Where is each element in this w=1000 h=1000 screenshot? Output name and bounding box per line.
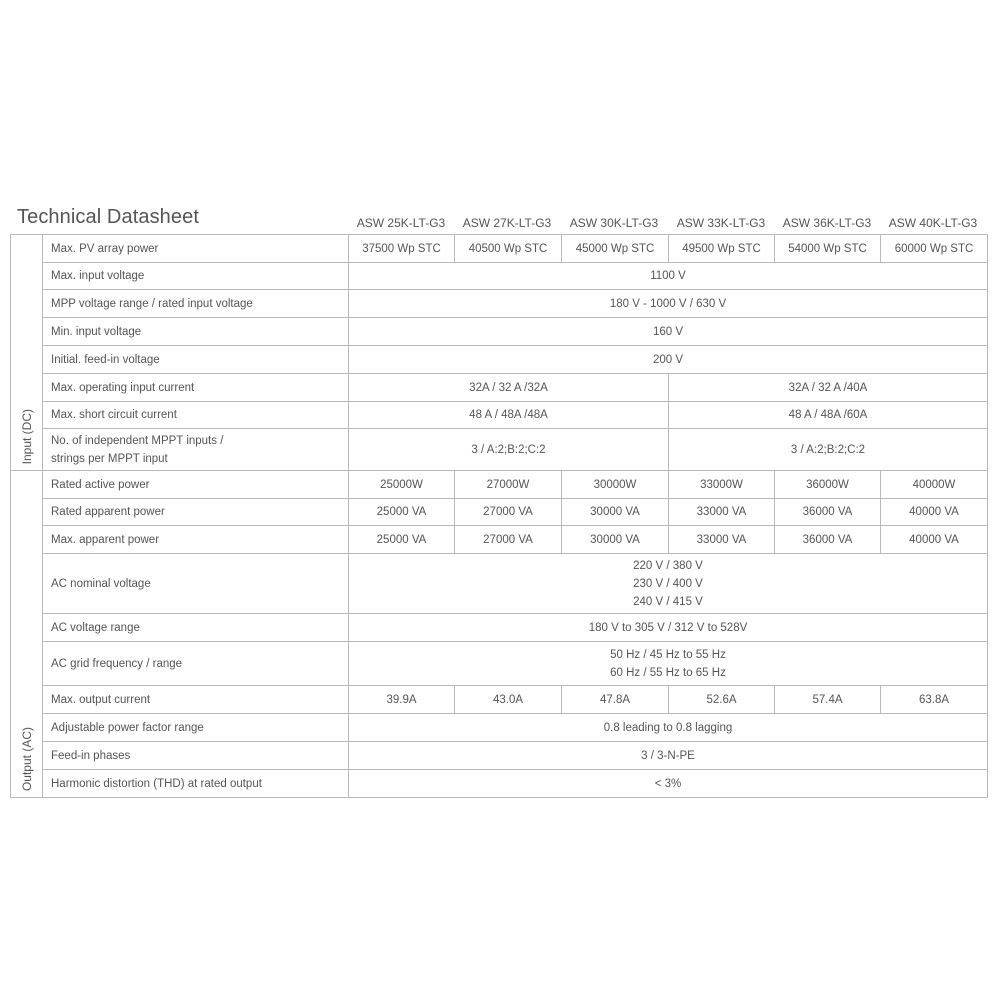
model-header: ASW 36K-LT-G3	[782, 216, 872, 230]
table-cell: 63.8A	[881, 686, 988, 714]
cell-line: 230 V / 400 V	[633, 577, 703, 590]
table-row	[11, 429, 988, 471]
table-row	[11, 742, 988, 770]
table-cell: 25000 VA	[349, 499, 455, 526]
table-cell: 200 V	[349, 346, 988, 374]
row-label: Max. output current	[43, 686, 349, 714]
row-label-line: No. of independent MPPT inputs /	[51, 434, 224, 447]
row-label: MPP voltage range / rated input voltage	[43, 290, 349, 318]
table-row	[11, 318, 988, 346]
section-label-input	[11, 235, 43, 471]
table-cell: 30000 VA	[562, 526, 669, 554]
row-label: Rated apparent power	[43, 499, 349, 526]
table-row	[11, 402, 988, 429]
table-cell: 54000 Wp STC	[775, 235, 881, 263]
table-cell: 39.9A	[349, 686, 455, 714]
model-header: ASW 40K-LT-G3	[888, 216, 978, 230]
table-cell: 52.6A	[669, 686, 775, 714]
table-cell: 3 / 3-N-PE	[349, 742, 988, 770]
table-cell: 37500 Wp STC	[349, 235, 455, 263]
model-header: ASW 27K-LT-G3	[462, 216, 552, 230]
datasheet-table	[10, 234, 988, 798]
section-label-output	[11, 471, 43, 798]
table-row	[11, 686, 988, 714]
row-label: Adjustable power factor range	[43, 714, 349, 742]
row-label: AC nominal voltage	[43, 554, 349, 614]
table-cell: 48 A / 48A /48A	[349, 402, 669, 429]
table-cell: 27000 VA	[455, 526, 562, 554]
table-cell: 49500 Wp STC	[669, 235, 775, 263]
table-cell: 1100 V	[349, 263, 988, 290]
cell-line: 240 V / 415 V	[633, 595, 703, 608]
table-cell: 180 V to 305 V / 312 V to 528V	[349, 614, 988, 642]
table-cell: 30000 VA	[562, 499, 669, 526]
row-label	[43, 429, 349, 471]
table-row	[11, 290, 988, 318]
table-cell: < 3%	[349, 770, 988, 798]
table-cell: 180 V - 1000 V / 630 V	[349, 290, 988, 318]
row-label: Max. input voltage	[43, 263, 349, 290]
table-row	[11, 614, 988, 642]
table-cell: 45000 Wp STC	[562, 235, 669, 263]
cell-line: 50 Hz / 45 Hz to 55 Hz	[610, 648, 726, 661]
table-cell: 160 V	[349, 318, 988, 346]
table-cell: 33000W	[669, 471, 775, 499]
row-label: Max. PV array power	[43, 235, 349, 263]
table-row	[11, 642, 988, 686]
model-header: ASW 33K-LT-G3	[676, 216, 766, 230]
table-cell: 30000W	[562, 471, 669, 499]
table-cell: 40000 VA	[881, 526, 988, 554]
table-cell: 57.4A	[775, 686, 881, 714]
table-cell: 36000W	[775, 471, 881, 499]
table-cell: 36000 VA	[775, 499, 881, 526]
table-cell: 36000 VA	[775, 526, 881, 554]
table-cell: 60000 Wp STC	[881, 235, 988, 263]
row-label: Harmonic distortion (THD) at rated output	[43, 770, 349, 798]
row-label: AC grid frequency / range	[43, 642, 349, 686]
table-cell	[349, 642, 988, 686]
row-label: Rated active power	[43, 471, 349, 499]
row-label: Initial. feed-in voltage	[43, 346, 349, 374]
cell-line: 220 V / 380 V	[633, 559, 703, 572]
table-cell	[349, 554, 988, 614]
table-cell: 40000 VA	[881, 499, 988, 526]
table-row	[11, 235, 988, 263]
table-row	[11, 374, 988, 402]
table-row	[11, 526, 988, 554]
table-cell: 33000 VA	[669, 526, 775, 554]
table-cell: 40500 Wp STC	[455, 235, 562, 263]
page-title: Technical Datasheet	[17, 206, 200, 228]
row-label: AC voltage range	[43, 614, 349, 642]
table-cell: 32A / 32 A /40A	[669, 374, 988, 402]
table-row	[11, 770, 988, 798]
table-cell: 0.8 leading to 0.8 lagging	[349, 714, 988, 742]
table-cell: 3 / A:2;B:2;C:2	[349, 429, 669, 471]
table-row	[11, 263, 988, 290]
table-cell: 3 / A:2;B:2;C:2	[669, 429, 988, 471]
row-label-line: strings per MPPT input	[51, 452, 168, 465]
table-cell: 27000 VA	[455, 499, 562, 526]
table-cell: 25000 VA	[349, 526, 455, 554]
table-row	[11, 471, 988, 499]
table-cell: 47.8A	[562, 686, 669, 714]
row-label: Max. apparent power	[43, 526, 349, 554]
table-cell: 27000W	[455, 471, 562, 499]
table-cell: 43.0A	[455, 686, 562, 714]
section-output-text: Output (AC)	[19, 726, 34, 791]
row-label: Max. short circuit current	[43, 402, 349, 429]
table-cell: 48 A / 48A /60A	[669, 402, 988, 429]
table-row	[11, 714, 988, 742]
cell-line: 60 Hz / 55 Hz to 65 Hz	[610, 666, 726, 679]
row-label: Min. input voltage	[43, 318, 349, 346]
section-input-text: Input (DC)	[19, 408, 34, 464]
table-cell: 40000W	[881, 471, 988, 499]
table-row	[11, 554, 988, 614]
table-cell: 33000 VA	[669, 499, 775, 526]
table-cell: 32A / 32 A /32A	[349, 374, 669, 402]
model-header: ASW 25K-LT-G3	[356, 216, 446, 230]
table-row	[11, 499, 988, 526]
row-label: Feed-in phases	[43, 742, 349, 770]
row-label: Max. operating input current	[43, 374, 349, 402]
model-header: ASW 30K-LT-G3	[569, 216, 659, 230]
table-cell: 25000W	[349, 471, 455, 499]
table-row	[11, 346, 988, 374]
